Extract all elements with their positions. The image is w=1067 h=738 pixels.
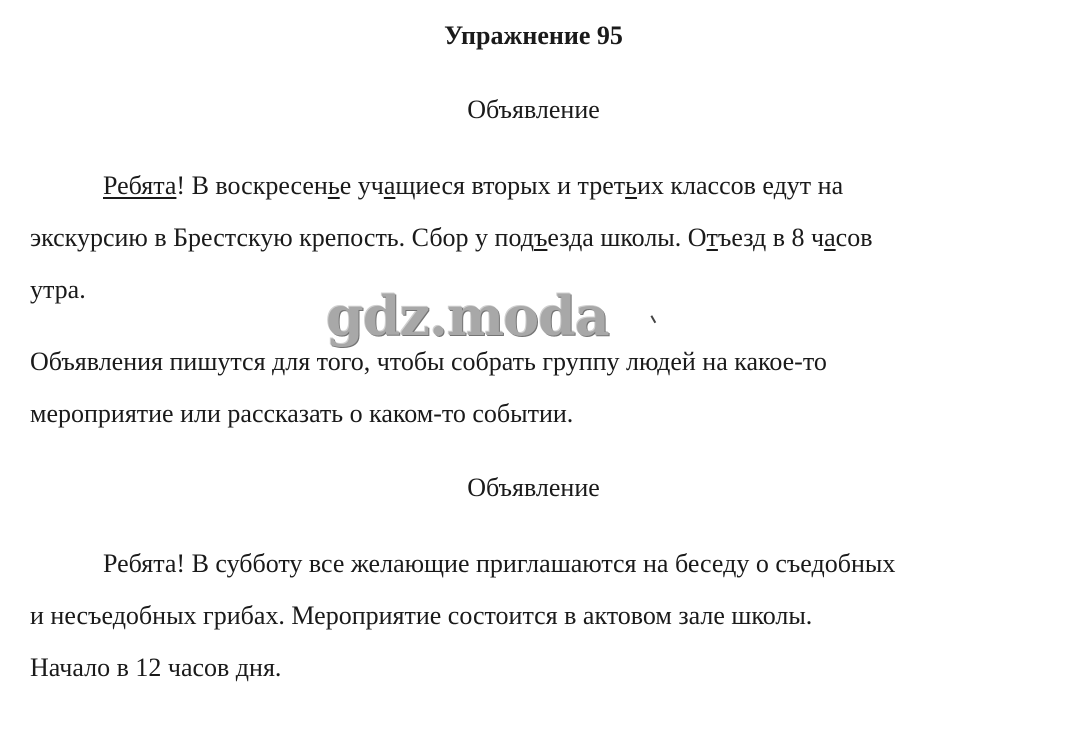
announcement-paragraph-1 [30,160,1040,316]
underlined-letter: а [824,223,836,252]
announcement-heading-1: Объявление [467,95,600,124]
text-fragment: экскурсию в Брестскую крепость. Сбор у под [30,223,534,252]
announcement-paragraph-2 [30,538,1040,694]
underlined-letter: ъ [533,223,548,252]
announcement-heading-2: Объявление [467,473,600,502]
text-line: и несъедобных грибах. Мероприятие состоится в актовом зале школы. [30,601,813,630]
text-fragment: е уч [339,171,384,200]
text-fragment: сов [835,223,873,252]
underlined-word: Ребята [103,171,177,200]
text-fragment: езда школы. О [547,223,707,252]
text-line [30,212,1040,264]
text-line [30,160,1040,212]
text-line: Начало в 12 часов дня. [30,653,282,682]
watermark-logo: gdz.moda [326,284,609,348]
text-line: Ребята! В субботу все желающие приглашаются на беседу о съедобных [103,549,896,578]
text-line: мероприятие или рассказать о каком-то событии. [30,399,574,428]
underlined-letter: ь [625,171,637,200]
text-fragment: щиеся вторых и трет [395,171,626,200]
text-line: утра. [30,275,86,304]
underlined-letter: т [706,223,718,252]
text-fragment: их классов едут на [636,171,844,200]
text-line: Объявления пишутся для того, чтобы собрать группу людей на какое-то [30,347,827,376]
underlined-letter: ь [327,171,340,200]
underlined-letter: а [383,171,396,200]
text-fragment: ! В воскресен [176,171,328,200]
exercise-title: Упражнение 95 [444,21,623,50]
text-fragment: ъезд в 8 ч [717,223,825,252]
explanation-paragraph [30,336,1040,440]
